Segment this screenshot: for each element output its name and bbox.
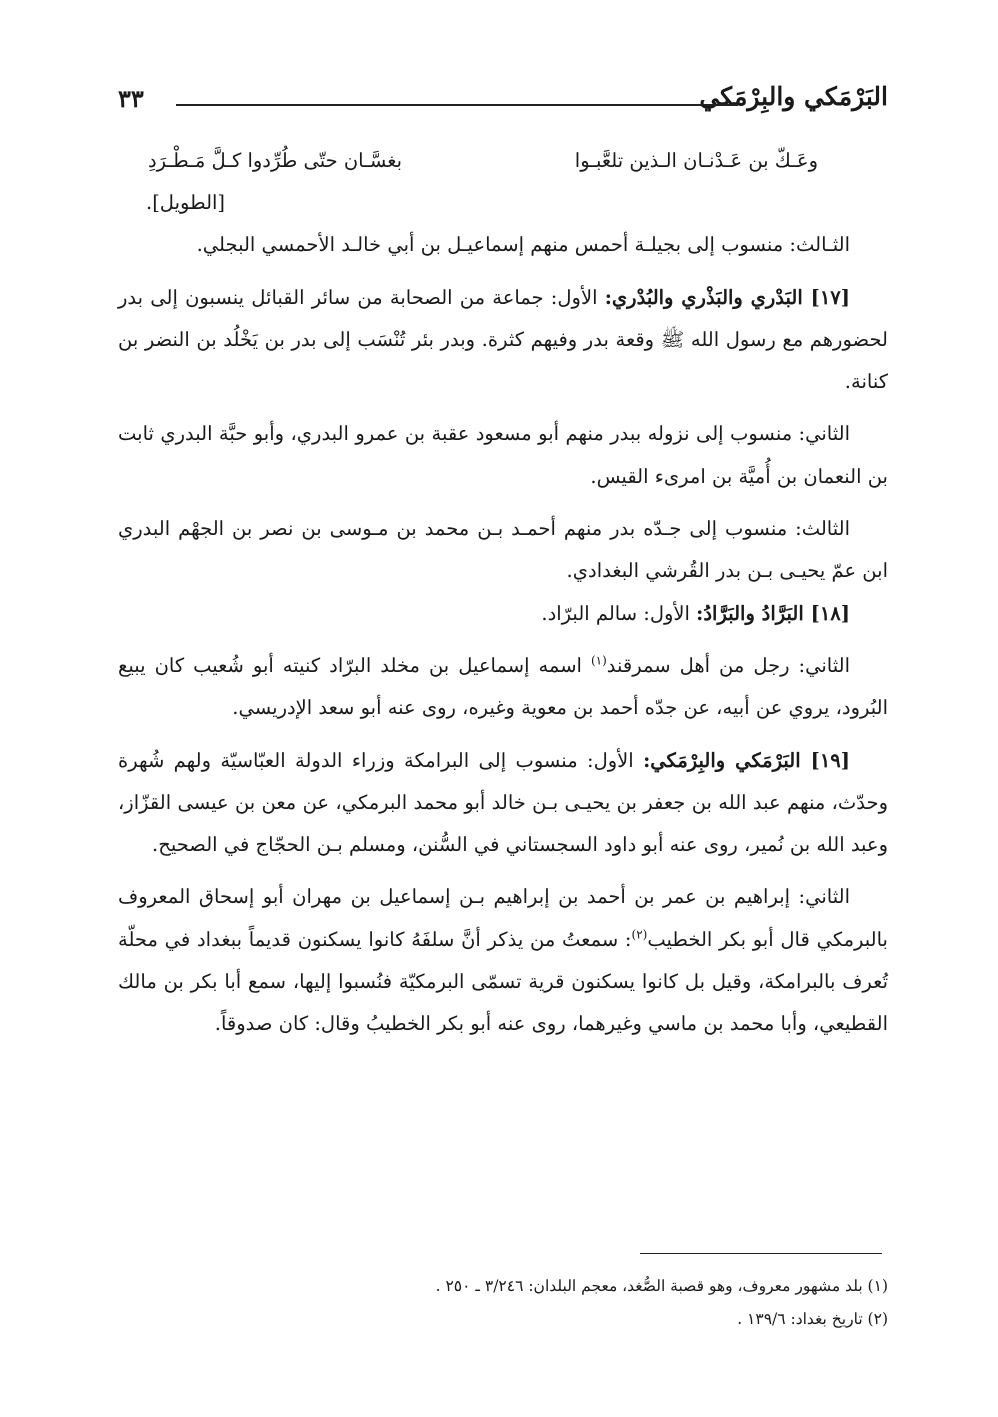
footnote-ref: (٢) bbox=[631, 927, 648, 942]
paragraph-text: الثاني: رجل من أهل سمرقند bbox=[606, 653, 850, 677]
entry-18 bbox=[118, 593, 888, 635]
paragraph-text: الأول: جماعة من الصحابة من سائر القبائل ينسبون إلى بدر لحضورهم مع رسول الله ﷺ وقعة بدر وفيهم كثرة. وبدر بئر تُنْسَب إلى بدر بن يَخْلُد بن النضر بن كنانة. bbox=[118, 285, 888, 394]
entry-17 bbox=[118, 277, 888, 404]
paragraph-albirmaki-second bbox=[118, 876, 888, 1045]
paragraph-text: الثـالث: منسوب إلى بجيلـة أحمس منهم إسماعيـل بن أبي خالـد الأحمسي البجلي. bbox=[196, 233, 850, 257]
verse-meter: [الطويل]. bbox=[146, 191, 226, 214]
paragraph-text-continued: اسمه إسماعيل بن مخلد البرّاد كنيته أبو شُعيب كان يبيع البُرود، يروي عن أبيه، عن جدّه أحمد بن معوية وغيره، روى عنه أبو سعد الإدريسي. bbox=[118, 653, 888, 720]
paragraph-text: الثاني: منسوب إلى نزوله ببدر منهم أبو مسعود عقبة بن عمرو البدري، وأبو حبَّة البدري ثابت بن النعمان بن أُميَّة بن امرىء القيس. bbox=[118, 422, 888, 488]
poem-verse bbox=[118, 140, 888, 182]
footnote-2: (٢) تاريخ بغداد: ١٣٩/٦ . bbox=[737, 1310, 888, 1328]
footnote-ref: (١) bbox=[590, 653, 607, 668]
paragraph-text-continued: : سمعتُ من يذكر أنَّ سلفَهُ كانوا يسكنون قديماً ببغداد في محلّة تُعرف بالبرامكة، وقيل بل كانوا يسكنون قرية تسمّى البرمكيّة فنُسبوا إليها، سمع أبا بكر بن مالك القطيعي، وأبا محمد بن ماسي وغيرهما، روى عنه أبو بكر الخطيبُ وقال: كان صدوقاً. bbox=[118, 927, 888, 1036]
page-header bbox=[118, 82, 888, 122]
entry-19 bbox=[118, 740, 888, 867]
paragraph-text: الثاني: إبراهيم بن عمر بن أحمد بن إبراهيم بـن إسماعيل بن مهران أبو إسحاق المعروف بالبرمكي قال أبو بكر الخطيب bbox=[118, 885, 888, 951]
main-text bbox=[118, 140, 888, 1046]
paragraph-text: الأول: سالم البرّاد. bbox=[541, 601, 690, 625]
entry-heading: [١٧] البَدْري والبَذْري والبُدْري: bbox=[604, 285, 850, 309]
paragraph-albarrad-second bbox=[118, 645, 888, 730]
footnotes bbox=[118, 1270, 888, 1336]
paragraph-albajali bbox=[118, 224, 888, 266]
verse-second-hemistich: بغسَّـان حتّى طُرِّدوا كـلَّ مَـطْـرَدِ bbox=[148, 149, 403, 172]
paragraph-text: الأول: منسوب إلى البرامكة وزراء الدولة العبّاسيّة ولهم شُهرة وحدّث، منهم عبد الله بن جعفر بن يحيـى بـن خالد أبو محمد البرمكي، عن معن بن عيسى القزّاز، وعبد الله بن نُمير، روى عنه أبو داود السجستاني في السُّنن، ومسلم بـن الحجّاج في الصحيح. bbox=[118, 748, 888, 857]
paragraph-albadri-second bbox=[118, 413, 888, 498]
header-rule bbox=[176, 104, 738, 106]
paragraph-text: الثالث: منسوب إلى جـدّه بدر منهم أحمـد بـن محمد بن مـوسى بن نصر بن الجهْم البدري ابن عمّ يحيـى بـن بدر القُرشي البغدادي. bbox=[118, 517, 888, 583]
running-title: البَرْمَكي والبِرْمَكي bbox=[699, 82, 888, 111]
footnote-separator bbox=[640, 1253, 882, 1254]
entry-heading: [١٨] البَرَّادُ والبَرَّادُ: bbox=[696, 601, 850, 625]
footnote-1: (١) بلد مشهور معروف، وهو قصبة الصُّغد، معجم البلدان: ٣/٢٤٦ ـ ٢٥٠ . bbox=[435, 1277, 888, 1295]
page-number: ٣٣ bbox=[118, 84, 144, 113]
verse-first-hemistich: وعَـكّ بن عَـدْنـان الـذين تلعَّبـوا bbox=[574, 149, 818, 172]
entry-heading: [١٩] البَرْمَكي والبِرْمَكي: bbox=[643, 748, 851, 772]
paragraph-albadri-third bbox=[118, 508, 888, 593]
